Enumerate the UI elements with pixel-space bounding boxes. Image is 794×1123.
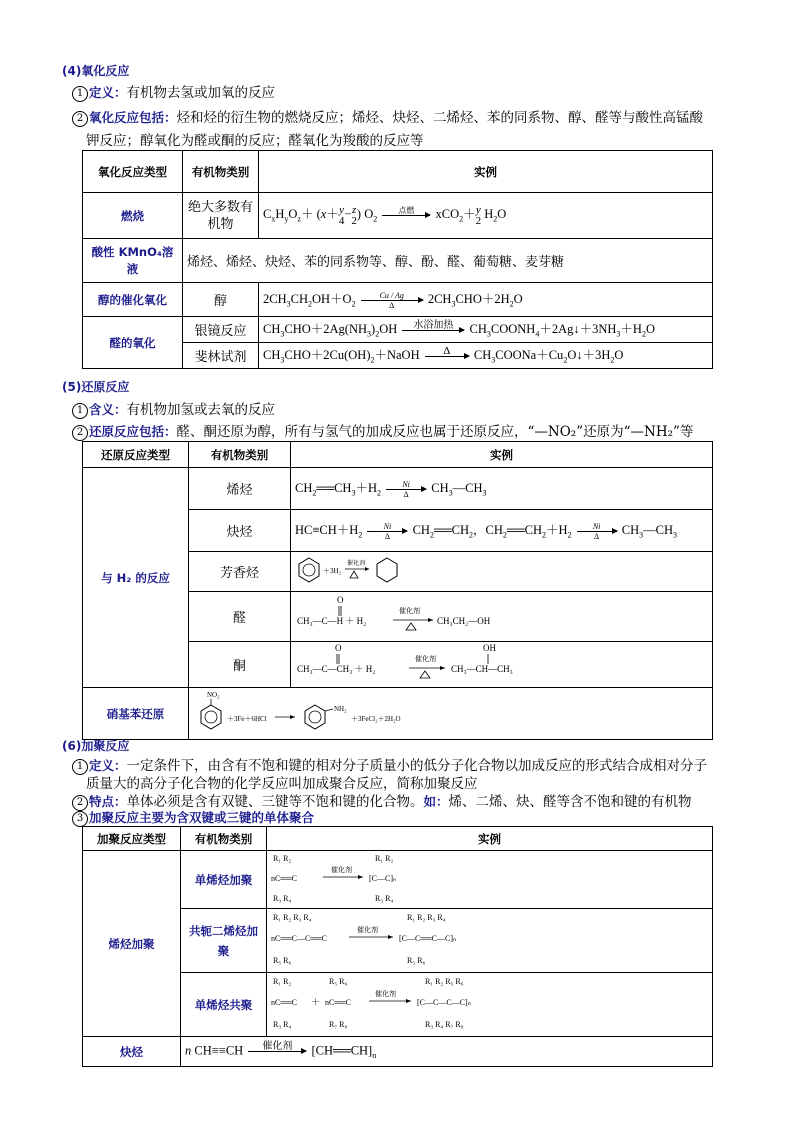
circled-3-icon: 3 [72, 811, 88, 827]
nitrobenzene-reduction-diagram [193, 689, 453, 735]
svg-text:催化剂: 催化剂 [347, 561, 366, 567]
s5-def-text: 有机物加氢或去氧的反应 [126, 402, 276, 418]
s5-definition [72, 398, 275, 419]
red-aldehyde-equation [291, 592, 713, 642]
section-6-heading: (6)加聚反应 [62, 739, 130, 753]
s6-def-text1: 一定条件下，由含有不饱和键的相对分子质量小的低分子化合物以加成反应的形式结合成相对分子 [126, 758, 708, 774]
svg-text:＋3FeCl₂＋2H₂O: ＋3FeCl₂＋2H₂O [351, 715, 401, 723]
svg-text:nC══C: nC══C [271, 998, 298, 1007]
red-header-type: 还原反应类型 [83, 442, 189, 468]
ox-kmno4-text: 烯烃、烯烃、炔烃、苯的同系物等、醇、酚、醛、葡萄糖、麦芽糖 [183, 239, 713, 283]
ox-kmno4-type: 酸性 KMnO₄溶液 [83, 239, 183, 283]
s5-includes [72, 420, 693, 441]
red-header-class: 有机物类别 [189, 442, 291, 468]
circled-2-icon: 2 [72, 111, 88, 127]
ox-burn-type: 燃烧 [83, 193, 183, 239]
circled-1-icon: 1 [72, 403, 88, 419]
s6-feat-text: 单体必须是含有双键、三键等不饱和键的化合物。 [126, 794, 424, 810]
red-nitro-type: 硝基苯还原 [83, 688, 189, 740]
poly-copoly-class: 单烯烃共聚 [181, 973, 267, 1037]
cond-heat-3: Δ [594, 531, 600, 541]
svg-text:NH₂: NH₂ [334, 705, 347, 713]
svg-text:[C—C══C—C]ₙ: [C—C══C—C]ₙ [399, 934, 457, 943]
svg-text:R₁ R₂ R₃ R₄: R₁ R₂ R₃ R₄ [273, 913, 312, 922]
svg-text:R₃ R₄: R₃ R₄ [273, 894, 292, 903]
red-ketone-class: 酮 [189, 642, 291, 688]
ox-silver-class: 银镜反应 [183, 317, 259, 343]
cond-catalyst-2: 催化剂 [357, 926, 378, 934]
s5-inc-label: 还原反应包括： [89, 424, 177, 439]
poly-diene-class: 共轭二烯烃加聚 [181, 909, 267, 973]
svg-text:＋3H₂: ＋3H₂ [323, 567, 341, 575]
circled-1-icon: 1 [72, 86, 88, 102]
circled-1-icon: 1 [72, 759, 88, 775]
mono-olefin-polymer-diagram [271, 851, 471, 905]
circled-2-icon: 2 [72, 425, 88, 441]
section-5-heading: (5)还原反应 [62, 380, 130, 394]
svg-text:O: O [337, 595, 344, 605]
svg-text:R₁ R₂ R₅ R₆: R₁ R₂ R₅ R₆ [425, 977, 464, 986]
svg-text:R₇ R₈: R₇ R₈ [329, 1020, 348, 1029]
svg-text:R₅ R₆: R₅ R₆ [407, 956, 426, 965]
svg-text:R₁ R₂: R₁ R₂ [375, 854, 394, 863]
s6-feat-label: 特点： [89, 794, 127, 809]
svg-text:nC══C—C══C: nC══C—C══C [271, 934, 328, 943]
cond-ni-2: Ni [383, 521, 392, 531]
ox-header-example: 实例 [259, 151, 713, 193]
polymerization-table [82, 826, 713, 1067]
svg-text:nC══C: nC══C [325, 998, 352, 1007]
svg-text:CH₃—C—H ＋ H₂: CH₃—C—H ＋ H₂ [297, 616, 367, 626]
svg-text:CH₃—CH—CH₃: CH₃—CH—CH₃ [451, 664, 513, 674]
poly-mono-class: 单烯烃加聚 [181, 851, 267, 909]
poly-copoly-equation [267, 973, 713, 1037]
cond-dianran: 点燃 [398, 206, 415, 216]
svg-text:＋3Fe＋6HCl: ＋3Fe＋6HCl [227, 715, 267, 723]
ox-burn-class: 绝大多数有机物 [183, 193, 259, 239]
cond-ni: Ni [402, 479, 410, 489]
red-aromatic-class: 芳香烃 [189, 552, 291, 592]
cond-cuag: Cu / Ag [379, 290, 404, 300]
svg-text:NO₂: NO₂ [207, 691, 220, 699]
s6-main-label: 加聚反应主要为含双键或三键的单体聚合 [89, 810, 315, 825]
s4-includes-cont: 钾反应；醇氧化为醛或酮的反应；醛氧化为羧酸的反应等 [86, 133, 424, 149]
section-4-heading: (4)氧化反应 [62, 64, 130, 78]
red-header-example: 实例 [291, 442, 713, 468]
cond-heat: Δ [403, 489, 409, 499]
diene-polymer-diagram [271, 909, 551, 969]
cond-catalyst-3: 催化剂 [375, 990, 396, 998]
poly-mono-equation [267, 851, 713, 909]
svg-text:R₃ R₄ R₇ R₈: R₃ R₄ R₇ R₈ [425, 1020, 464, 1029]
svg-text:催化剂: 催化剂 [415, 655, 436, 663]
s6-feat-ex-text: 烯、二烯、炔、醛等含不饱和键的有机物 [448, 794, 692, 810]
s6-definition-cont: 质量大的高分子化合物的化学反应叫加成聚合反应，简称加聚反应 [86, 776, 478, 792]
s4-includes [72, 106, 703, 127]
poly-header-class: 有机物类别 [181, 827, 267, 851]
svg-text:[C—C]ₙ: [C—C]ₙ [369, 874, 397, 883]
svg-text:R₁ R₂: R₁ R₂ [273, 854, 292, 863]
poly-alkyne-type: 炔烃 [83, 1037, 181, 1067]
ox-header-type: 氧化反应类型 [83, 151, 183, 193]
poly-header-example: 实例 [267, 827, 713, 851]
svg-text:R₃ R₄: R₃ R₄ [273, 1020, 292, 1029]
red-alkene-equation: $CH_2══CH_3+H_2$ $\frac{Ni}{\Delta}$ $CH_3—CH_3$ [291, 468, 713, 510]
poly-header-type: 加聚反应类型 [83, 827, 181, 851]
poly-alkyne-equation: n CH≡≡CH 催化剂 $[CH══CH]_n$ [181, 1037, 713, 1067]
svg-text:nC══C: nC══C [271, 874, 298, 883]
circled-2-icon: 2 [72, 795, 88, 811]
benzene-hydrogenation-diagram [295, 554, 415, 586]
cond-catalyst-4: 催化剂 [262, 1041, 293, 1052]
copolymer-diagram [271, 973, 571, 1033]
cond-water-bath: 水浴加热 [413, 319, 454, 331]
svg-text:O: O [335, 643, 342, 653]
red-aldehyde-class: 醛 [189, 592, 291, 642]
s6-main [72, 808, 314, 827]
cond-catalyst: 催化剂 [331, 866, 352, 874]
s4-def-label: 定义： [89, 85, 127, 100]
ketone-reduction-diagram [295, 642, 575, 684]
s4-definition [72, 81, 275, 102]
red-nitro-equation [189, 688, 713, 740]
ox-aldehyde-type: 醛的氧化 [83, 317, 183, 369]
svg-text:CH₃CH₂—OH: CH₃CH₂—OH [437, 616, 491, 626]
aldehyde-reduction-diagram [295, 593, 555, 637]
svg-text:OH: OH [483, 643, 496, 653]
ox-fehling-equation: $CH_3CHO+2Cu(OH)_2+NaOH$ Δ $CH_3COONa+Cu_2O↓+3H_2O$ [259, 343, 713, 369]
cond-ni-3: Ni [592, 521, 601, 531]
ox-burn-equation: $C_xH_yO_z+ (x+y$ 4−z 2) $O_2$ 点燃 xCO$_2$＋y 2 $H_2O$ [259, 193, 713, 239]
poly-olefin-type: 烯烃加聚 [83, 851, 181, 1037]
reduction-table [82, 441, 713, 740]
oxidation-table [82, 150, 713, 369]
svg-text:R₃ R₄: R₃ R₄ [375, 894, 394, 903]
s5-def-label: 含义： [89, 402, 127, 417]
ox-header-class: 有机物类别 [183, 151, 259, 193]
s4-def-text: 有机物去氢或加氧的反应 [126, 85, 276, 101]
red-alkene-class: 烯烃 [189, 468, 291, 510]
red-alkyne-equation: $HC\equiv CH+H_2$ $\frac{Ni}{\Delta}$ $CH_2══CH_2$，$CH_2══CH_2+H_2$ $\frac{Ni}{\Delta}$ $CH_3—CH_3$ [291, 510, 713, 552]
s6-feat-ex-label: 如： [423, 794, 449, 809]
cond-heat-2: Δ [443, 344, 451, 357]
red-aromatic-equation [291, 552, 713, 592]
svg-text:CH₃—C—CH₃ ＋ H₂: CH₃—C—CH₃ ＋ H₂ [297, 664, 376, 674]
s5-inc-text: 醛、酮还原为醇，所有与氢气的加成反应也属于还原反应，“—NO₂”还原为“—NH₂”等 [176, 424, 694, 440]
ox-alcohol-equation: $2CH_3CH_2OH+O_2$ $\frac{Cu / Ag}{\Delta}$ $2CH_3CHO+2H_2O$ [259, 283, 713, 317]
cond-heat-2: Δ [384, 531, 391, 541]
svg-text:R₁ R₂: R₁ R₂ [273, 977, 292, 986]
ox-alcohol-class: 醇 [183, 283, 259, 317]
svg-text:R₅ R₆: R₅ R₆ [273, 956, 292, 965]
ox-alcohol-type: 醇的催化氧化 [83, 283, 183, 317]
s4-inc-text1: 烃和烃的衍生物的燃烧反应；烯烃、炔烃、二烯烃、苯的同系物、醇、醛等与酸性高锰酸 [176, 110, 704, 126]
svg-text:＋: ＋ [311, 997, 321, 1007]
s4-inc-label: 氧化反应包括： [89, 110, 177, 125]
s6-def-label: 定义： [89, 758, 127, 773]
svg-text:R₁ R₂ R₃ R₄: R₁ R₂ R₃ R₄ [407, 913, 446, 922]
red-ketone-equation [291, 642, 713, 688]
ox-fehling-class: 斐林试剂 [183, 343, 259, 369]
svg-text:[C—C—C—C]ₙ: [C—C—C—C]ₙ [417, 998, 471, 1007]
svg-text:催化剂: 催化剂 [399, 607, 420, 615]
ox-silver-equation: $CH_3CHO+2Ag(NH_3)_2OH$ 水浴加热 $CH_3COONH_4+2Ag↓+3NH_3+H_2O$ [259, 317, 713, 343]
svg-text:R₅ R₆: R₅ R₆ [329, 977, 348, 986]
red-h2-type: 与 H₂ 的反应 [83, 468, 189, 688]
red-alkyne-class: 炔烃 [189, 510, 291, 552]
cond-heat: Δ [389, 300, 395, 310]
poly-diene-equation [267, 909, 713, 973]
